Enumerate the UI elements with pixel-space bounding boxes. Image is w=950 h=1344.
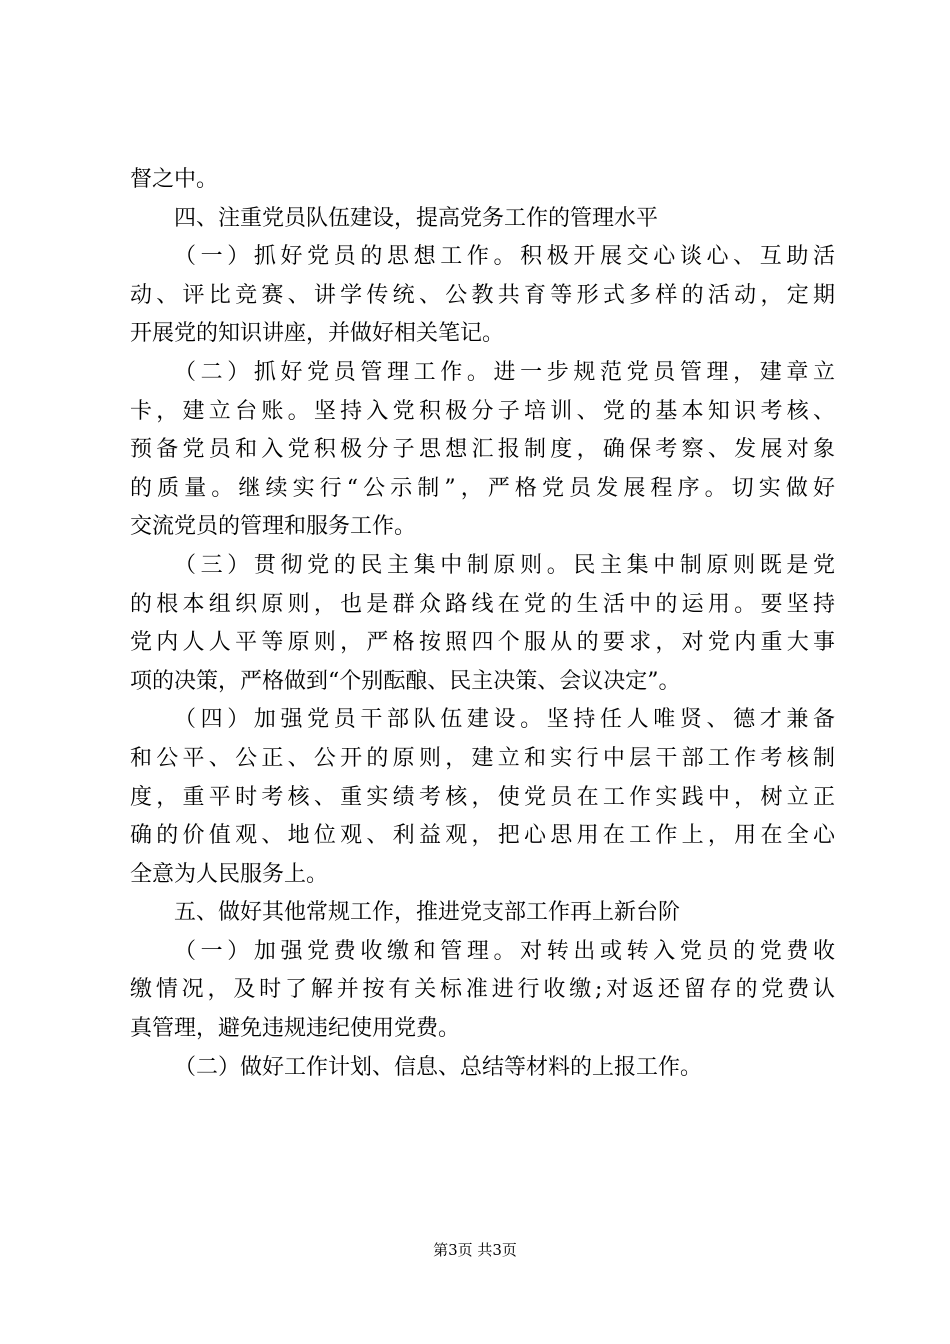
section-heading-4: 四、注重党员队伍建设，提高党务工作的管理水平 [174, 205, 659, 231]
paragraph-line: 真管理，避免违规违纪使用党费。 [130, 1016, 461, 1042]
paragraph-line: （二）做好工作计划、信息、总结等材料的上报工作。 [174, 1054, 703, 1080]
paragraph-line: 项的决策，严格做到“个别酝酿、民主决策、会议决定”。 [130, 668, 681, 694]
paragraph-line: 督之中。 [130, 167, 219, 192]
section-heading-5: 五、做好其他常规工作，推进党支部工作再上新台阶 [174, 900, 681, 926]
paragraph-line: （二）抓好党员管理工作。进一步规范党员管理，建章立 [174, 359, 835, 385]
paragraph-line: （一）抓好党员的思想工作。积极开展交心谈心、互助活 [174, 244, 835, 270]
paragraph-line: 的质量。继续实行“公示制”，严格党员发展程序。切实做好 [130, 475, 835, 501]
paragraph-line: 度，重平时考核、重实绩考核，使党员在工作实践中，树立正 [130, 784, 835, 810]
paragraph-line: 动、评比竞赛、讲学传统、公教共育等形式多样的活动，定期 [130, 282, 835, 308]
paragraph-line: 交流党员的管理和服务工作。 [130, 514, 417, 540]
paragraph-line: （三）贯彻党的民主集中制原则。民主集中制原则既是党 [174, 552, 835, 578]
paragraph-line: 预备党员和入党积极分子思想汇报制度，确保考察、发展对象 [130, 437, 835, 463]
paragraph-line: 确的价值观、地位观、利益观，把心思用在工作上，用在全心 [130, 823, 835, 849]
paragraph-line: （四）加强党员干部队伍建设。坚持任人唯贤、德才兼备 [174, 707, 835, 733]
paragraph-line: 的根本组织原则，也是群众路线在党的生活中的运用。要坚持 [130, 591, 835, 617]
paragraph-line: 开展党的知识讲座，并做好相关笔记。 [130, 321, 505, 347]
paragraph-line: 党内人人平等原则，严格按照四个服从的要求，对党内重大事 [130, 630, 835, 656]
paragraph-line: 全意为人民服务上。 [130, 861, 329, 887]
paragraph-line: 缴情况，及时了解并按有关标准进行收缴;对返还留存的党费认 [130, 977, 835, 1003]
paragraph-line: （一）加强党费收缴和管理。对转出或转入党员的党费收 [174, 938, 835, 964]
page-number-footer: 第3页 共3页 [433, 1241, 517, 1259]
paragraph-line: 和公平、公正、公开的原则，建立和实行中层干部工作考核制 [130, 745, 835, 771]
document-body [130, 161, 835, 1087]
paragraph-line: 卡，建立台账。坚持入党积极分子培训、党的基本知识考核、 [130, 398, 835, 424]
